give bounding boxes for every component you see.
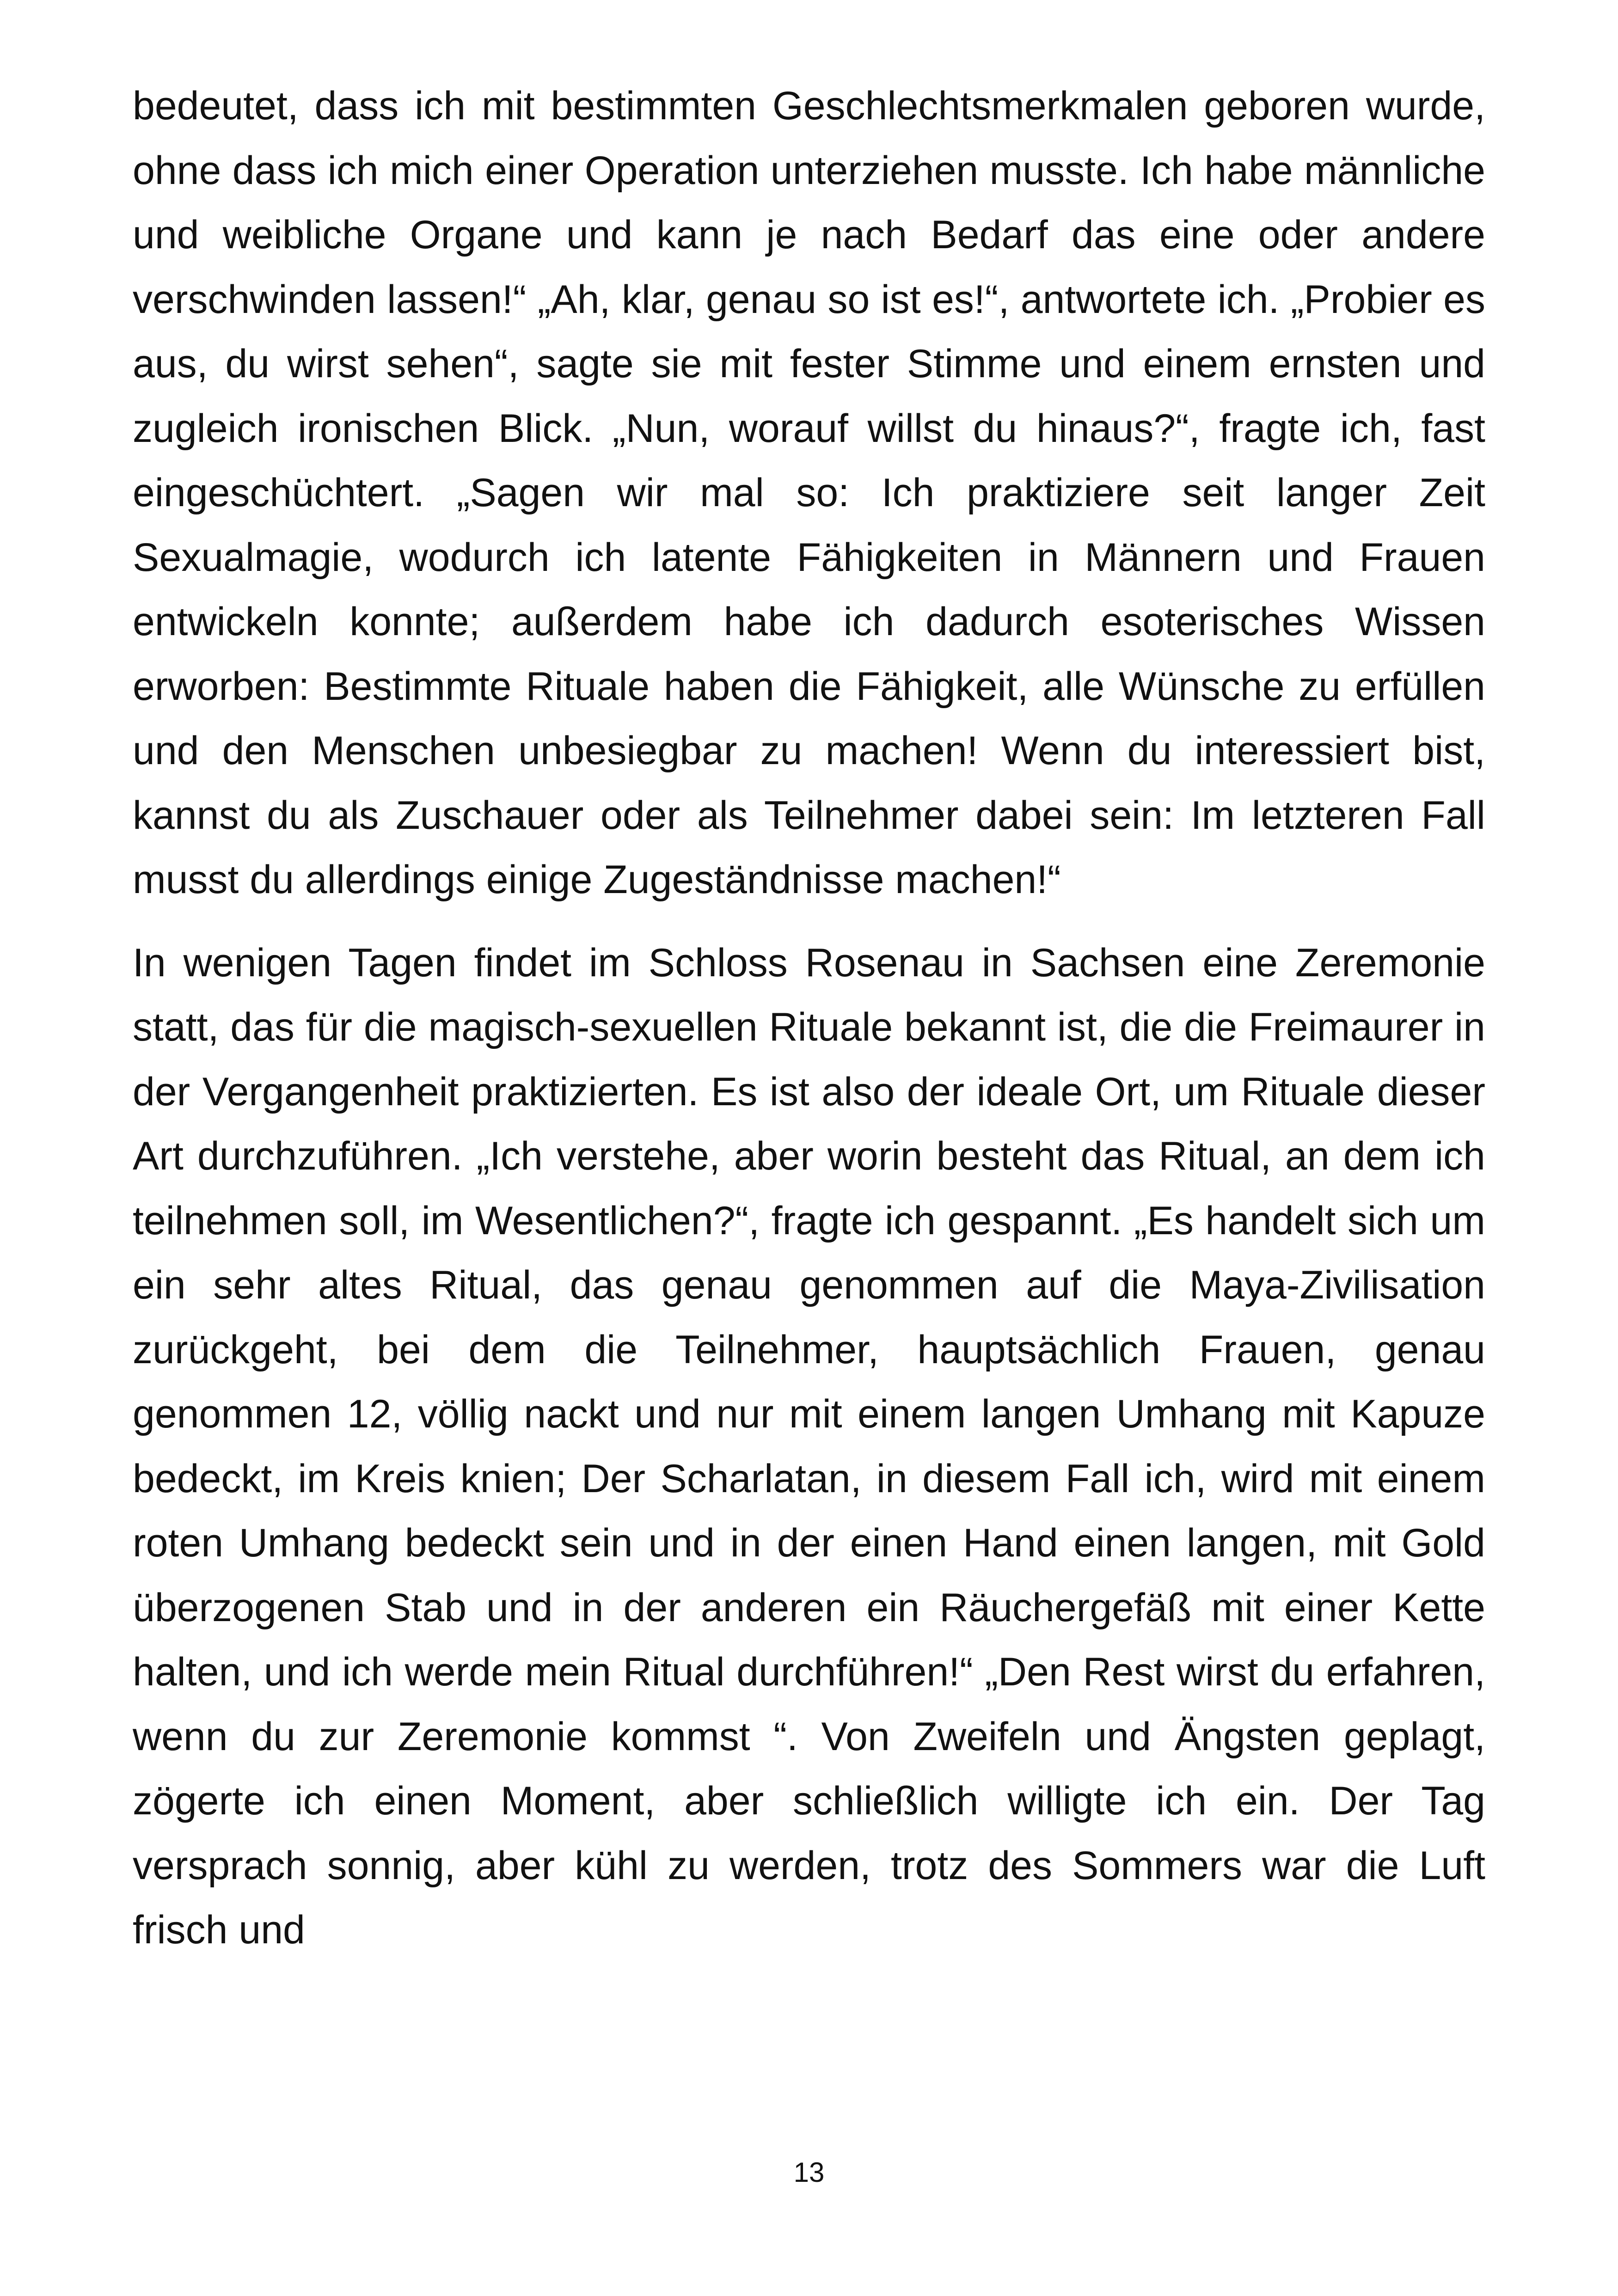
paragraph: bedeutet, dass ich mit bestimmten Geschlechtsmerkmalen geboren wurde, ohne dass ich mich einer Operation unterziehen musste. Ich habe männliche und weibliche Organe und kann je nach Bedarf das eine oder andere verschwinden lassen!“ „Ah, klar, genau so ist es!“, antwortete ich. „Probier es aus, du wirst sehen“, sagte sie mit fester Stimme und einem ernsten und zugleich ironischen Blick. „Nun, worauf willst du hinaus?“, fragte ich, fast eingeschüchtert. „Sagen wir mal so: Ich praktiziere seit langer Zeit Sexualmagie, wodurch ich latente Fähigkeiten in Männern und Frauen entwickeln konnte; außerdem habe ich dadurch esoterisches Wissen erworben: Bestimmte Rituale haben die Fähigkeit, alle Wünsche zu erfüllen und den Menschen unbesiegbar zu machen! Wenn du interessiert bist, kannst du als Zuschauer oder als Teilnehmer dabei sein: Im letzteren Fall musst du allerdings einige Zugeständnisse machen!“ <box>133 84 1485 902</box>
page-number: 13 <box>793 2157 825 2188</box>
paragraph: In wenigen Tagen findet im Schloss Rosenau in Sachsen eine Zeremonie statt, das für die magisch-sexuellen Rituale bekannt ist, die die Freimaurer in der Vergangenheit praktizierten. Es ist also der ideale Ort, um Rituale dieser Art durchzuführen. „Ich verstehe, aber worin besteht das Ritual, an dem ich teilnehmen soll, im Wesentlichen?“, fragte ich gespannt. „Es handelt sich um ein sehr altes Ritual, das genau genommen auf die Maya-Zivilisation zurückgeht, bei dem die Teilnehmer, hauptsächlich Frauen, genau genommen 12, völlig nackt und nur mit einem langen Umhang mit Kapuze bedeckt, im Kreis knien; Der Scharlatan, in diesem Fall ich, wird mit einem roten Umhang bedeckt sein und in der einen Hand einen langen, mit Gold überzogenen Stab und in der anderen ein Räuchergefäß mit einer Kette halten, und ich werde mein Ritual durchführen!“ „Den Rest wirst du erfahren, wenn du zur Zeremonie kommst “. Von Zweifeln und Ängsten geplagt, zögerte ich einen Moment, aber schließlich willigte ich ein. Der Tag versprach sonnig, aber kühl zu werden, trotz des Sommers war die Luft frisch und <box>133 940 1485 1952</box>
page-body <box>133 74 1485 1963</box>
